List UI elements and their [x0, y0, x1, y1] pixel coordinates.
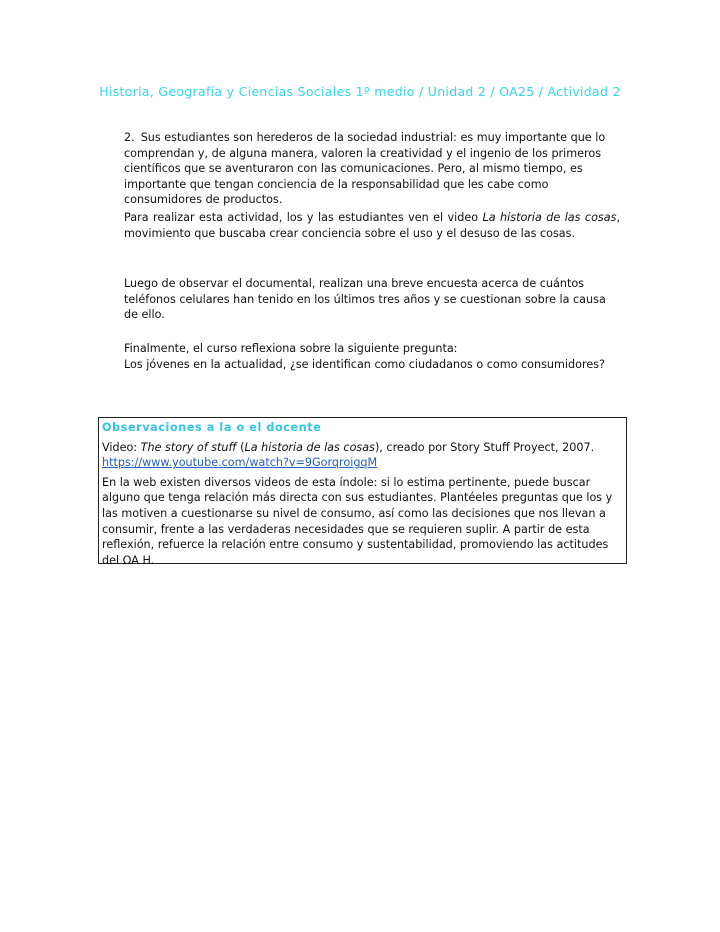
p2-after: , movimiento que buscaba crear conciencia sobre el uso y el desuso de las cosas.: [124, 211, 620, 240]
video-credit: ), creado por Story Stuff Proyect, 2007.: [374, 440, 595, 454]
video-title-en: The story of stuff: [140, 440, 237, 454]
question-lead: Finalmente, el curso reflexiona sobre la siguiente pregunta:: [124, 342, 458, 355]
activity-number: 2.: [124, 131, 135, 144]
video-link[interactable]: https://www.youtube.com/watch?v=9GorqroigqM: [102, 456, 378, 470]
breadcrumb-header: Historia, Geografía y Ciencias Sociales 1º medio / Unidad 2 / OA25 / Actividad 2: [99, 84, 621, 99]
paren-open: (: [236, 440, 245, 454]
activity-intro: [124, 130, 620, 208]
observations-title: Observaciones a la o el docente: [102, 421, 322, 434]
video-label: Video:: [102, 440, 141, 454]
teacher-observations-box: [98, 417, 627, 567]
p2-before: Para realizar esta actividad, los y las estudiantes ven el video: [124, 211, 483, 224]
activity-intro-text: Sus estudiantes son herederos de la sociedad industrial: es muy importante que lo comprendan y, de alguna manera, valoren la creatividad y el ingenio de los primeros científicos que se aventuraron con las comunicaciones. Pero, al mismo tiempo, es importante que tengan conciencia de la responsabilidad que les cabe como consumidores de productos.: [124, 131, 606, 207]
video-title: La historia de las cosas: [482, 211, 617, 224]
video-reference: [102, 440, 623, 471]
activity-paragraph-question: [124, 341, 620, 372]
question-text: Los jóvenes en la actualidad, ¿se identifican como ciudadanos o como consumidores?: [124, 357, 605, 371]
activity-paragraph-video: [124, 210, 620, 241]
observations-note: En la web existen diversos videos de esta índole: si lo estima pertinente, puede buscar alguno que tenga relación más directa con sus estudiantes. Plantéeles preguntas que los y las motiven a cuestionarse su nivel de consumo, así como las decisiones que nos llevan a consumir, frente a las verdaderas necesidades que se requieren suplir. A partir de esta reflexión, refuerce la relación entre consumo y sustentabilidad, promoviendo las actitudes del OA H.: [102, 475, 613, 567]
video-title-es: La historia de las cosas: [244, 440, 375, 454]
activity-paragraph-survey: Luego de observar el documental, realizan una breve encuesta acerca de cuántos teléfonos celulares han tenido en los últimos tres años y se cuestionan sobre la causa de ello.: [124, 277, 606, 322]
